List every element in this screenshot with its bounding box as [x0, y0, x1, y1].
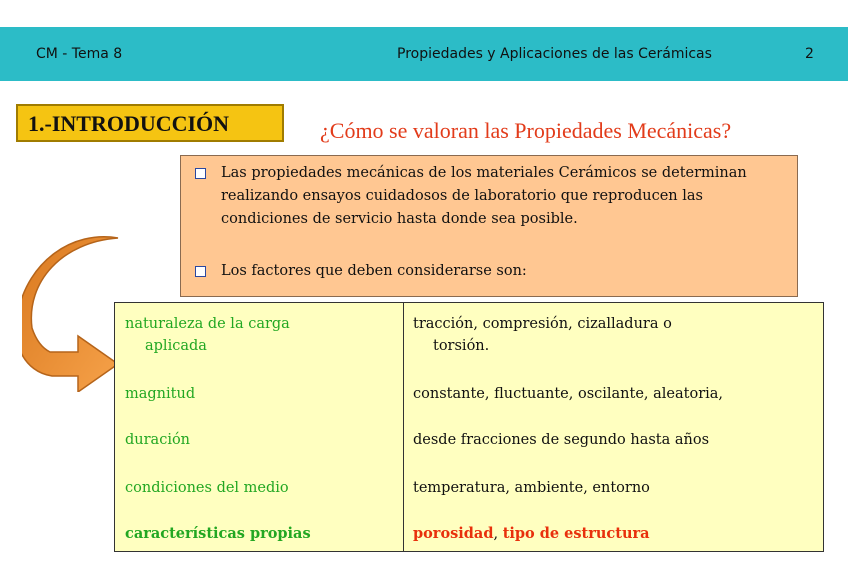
highlight-text: porosidad	[413, 525, 494, 542]
value-cell: desde fracciones de segundo hasta años	[413, 432, 710, 448]
bullet-text: Los factores que deben considerarse son:	[221, 263, 527, 279]
section-label-box	[16, 104, 284, 142]
factor-text: naturaleza de la carga	[125, 316, 290, 332]
column-divider	[403, 303, 404, 551]
factor-cell: duración	[125, 432, 191, 448]
value-text: tracción, compresión, cizalladura o	[413, 316, 672, 332]
factor-cell: características propias	[125, 525, 311, 542]
section-label: 1.-INTRODUCCIÓN	[28, 111, 230, 136]
value-cell: temperatura, ambiente, entorno	[413, 480, 650, 496]
section-question: ¿Cómo se valoran las Propiedades Mecánicas?	[320, 118, 732, 143]
value-cell	[413, 523, 650, 545]
factor-cell: magnitud	[125, 386, 196, 402]
bullet-text: Las propiedades mecánicas de los materiales Cerámicos se determinan realizando ensayos cuidadosos de laboratorio que reproducen las condiciones de servicio hasta donde sea posible.	[221, 165, 747, 227]
checkbox-bullet-icon	[195, 168, 206, 179]
info-box	[180, 155, 798, 297]
value-cell: constante, fluctuante, oscilante, aleatoria,	[413, 386, 724, 402]
separator-text: ,	[493, 526, 503, 542]
factor-text: aplicada	[145, 338, 207, 354]
slide-title: Propiedades y Aplicaciones de las Cerámicas	[397, 46, 712, 62]
slide-header	[0, 27, 848, 81]
value-cell	[413, 313, 672, 357]
checkbox-bullet-icon	[195, 266, 206, 277]
value-text: torsión.	[433, 338, 490, 354]
factor-cell	[125, 313, 290, 357]
factors-table	[114, 302, 824, 552]
course-label: CM - Tema 8	[36, 46, 123, 62]
page-number: 2	[805, 46, 814, 62]
highlight-text: tipo de estructura	[502, 525, 650, 542]
factor-cell: condiciones del medio	[125, 480, 289, 496]
